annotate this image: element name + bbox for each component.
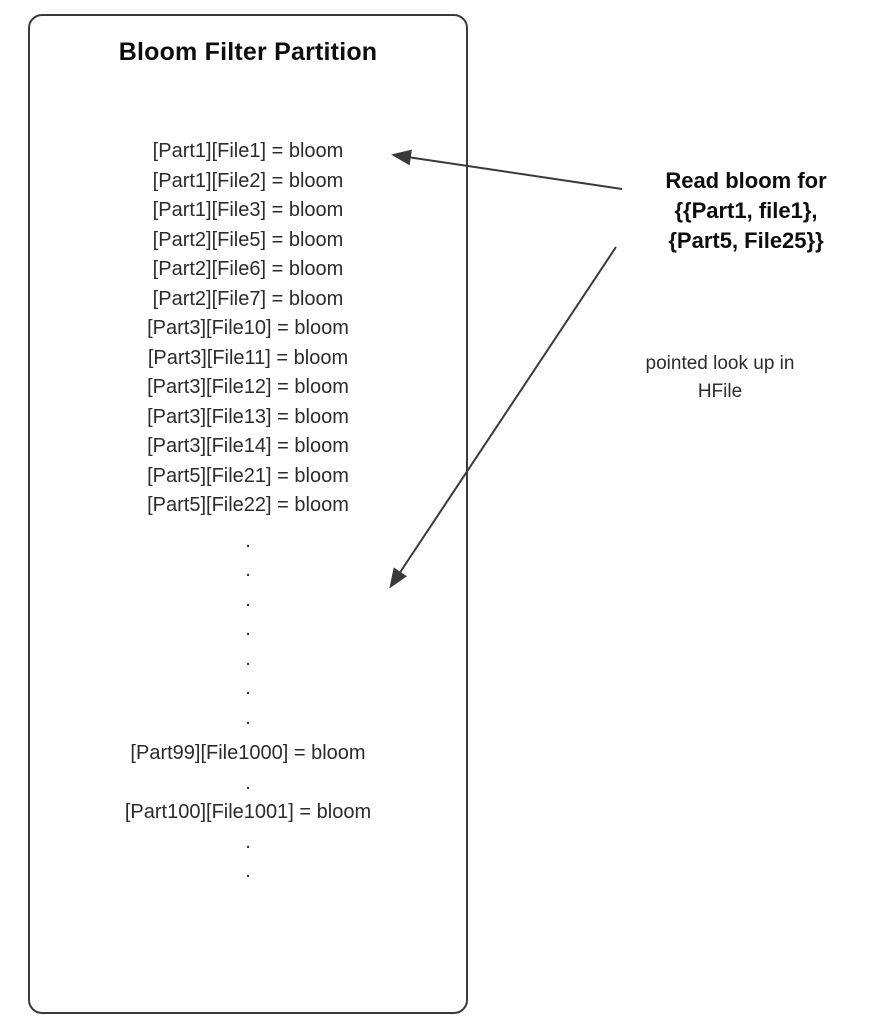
read-bloom-annotation — [612, 166, 880, 256]
ellipsis-dot: . — [245, 677, 251, 699]
ellipsis-dot: . — [245, 830, 251, 853]
ellipsis-dot: . — [245, 588, 251, 611]
lookup-line-1: pointed look up in — [645, 353, 795, 374]
lookup-line-2: HFile — [697, 381, 743, 402]
list-item: [Part3][File11] = bloom — [147, 346, 349, 369]
list-item: [Part5][File21] = bloom — [147, 464, 349, 487]
list-item: [Part3][File10] = bloom — [147, 317, 349, 339]
ellipsis-dot: . — [245, 529, 251, 552]
list-item: [Part3][File12] = bloom — [147, 376, 349, 398]
read-bloom-line-2: {{Part1, file1}, — [674, 198, 818, 223]
page-title: Bloom Filter Partition — [118, 38, 378, 66]
list-item: [Part2][File7] = bloom — [152, 287, 344, 310]
list-item: [Part2][File5] = bloom — [152, 228, 344, 251]
read-bloom-line-1: Read bloom for — [665, 168, 827, 193]
ellipsis-dot: . — [245, 706, 251, 729]
pointed-lookup-annotation — [570, 350, 870, 406]
ellipsis-dot: . — [245, 647, 251, 670]
list-item: [Part3][File13] = bloom — [147, 405, 349, 428]
list-item: [Part1][File1] = bloom — [152, 140, 344, 162]
ellipsis-dot: . — [245, 559, 251, 581]
list-item: [Part3][File14] = bloom — [147, 435, 349, 457]
list-item: [Part99][File1000] = bloom — [130, 742, 366, 764]
list-item: [Part5][File22] = bloom — [147, 494, 349, 516]
read-bloom-line-3: {Part5, File25}} — [668, 228, 824, 253]
ellipsis-dot: . — [245, 860, 251, 882]
ellipsis-dot: . — [245, 618, 251, 640]
list-item: [Part1][File2] = bloom — [152, 169, 344, 192]
list-item: [Part100][File1001] = bloom — [124, 801, 372, 823]
list-item: [Part1][File3] = bloom — [152, 199, 344, 221]
bloom-entry-list — [28, 137, 468, 887]
separator-dot: . — [245, 771, 251, 794]
list-item: [Part2][File6] = bloom — [152, 258, 344, 280]
